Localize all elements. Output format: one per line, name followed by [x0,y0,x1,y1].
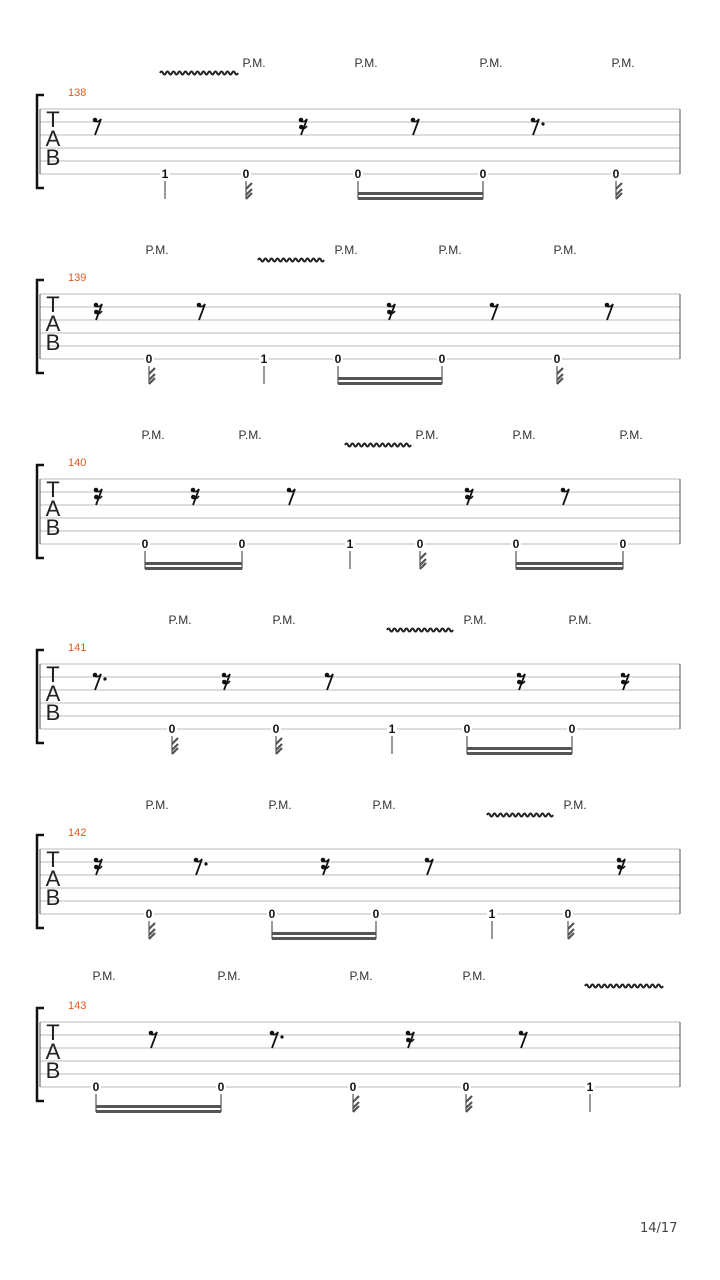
rest-r16 [299,118,307,135]
tab-clef-letter: T [46,292,60,317]
note-beam [516,562,623,565]
tab-clef-letter: B [45,1058,61,1083]
rest-r16 [94,303,102,320]
fret-number: 1 [260,352,268,366]
tab-system [37,56,680,200]
fret-number: 0 [619,537,627,551]
fret-number: 0 [512,537,520,551]
tab-clef-letter: A [45,866,61,891]
rest-r16 [94,858,102,875]
note-beam [516,567,623,570]
vibrato-mark [258,259,324,262]
palm-mute-label: P.M. [619,428,643,442]
rest-r16 [517,673,525,690]
palm-mute-label: P.M. [272,613,296,627]
palm-mute-label: P.M. [438,243,462,257]
measure-number: 140 [68,457,87,469]
tab-clef-letter: B [45,330,61,355]
page-number: 14/17 [640,1221,678,1236]
tab-clef-letter: B [45,515,61,540]
measure-number: 138 [68,87,87,99]
vibrato-mark [487,814,553,817]
fret-number: 0 [145,907,153,921]
palm-mute-label: P.M. [168,613,192,627]
rest-r8. [93,673,107,690]
note-flag [616,183,622,199]
palm-mute-label: P.M. [242,56,266,70]
fret-number: 0 [372,907,380,921]
tab-clef-letter: B [45,145,61,170]
note-flag [353,1096,359,1112]
note-flag [149,923,155,939]
rest-dot [280,1035,283,1038]
rest-r8 [197,303,205,320]
palm-mute-label: P.M. [145,798,169,812]
tab-system [37,428,680,570]
note-flag [466,1096,472,1112]
fret-number: 0 [568,722,576,736]
palm-mute-label: P.M. [553,243,577,257]
fret-number: 0 [268,907,276,921]
note-beam [272,937,376,940]
note-beam [338,382,442,385]
tab-clef-letter: A [45,1039,61,1064]
fret-number: 0 [242,167,250,181]
palm-mute-label: P.M. [462,969,486,983]
fret-number: 0 [141,537,149,551]
palm-mute-label: P.M. [512,428,536,442]
note-flag [172,738,178,754]
note-beam [467,747,572,750]
rest-r8 [605,303,613,320]
rest-r16 [321,858,329,875]
rest-dot [541,122,544,125]
fret-number: 0 [217,1080,225,1094]
palm-mute-label: P.M. [349,969,373,983]
note-flag [557,368,563,384]
tab-system [37,613,680,755]
note-beam [358,197,483,200]
palm-mute-label: P.M. [334,243,358,257]
tab-system [37,798,680,940]
measure-number: 141 [68,642,87,654]
fret-number: 0 [462,1080,470,1094]
fret-number: 1 [161,167,169,181]
palm-mute-label: P.M. [479,56,503,70]
rest-r8 [519,1031,527,1048]
rest-r16 [387,303,395,320]
tab-clef-letter: B [45,885,61,910]
fret-number: 0 [334,352,342,366]
rest-r16 [191,488,199,505]
palm-mute-label: P.M. [354,56,378,70]
tab-clef-letter: A [45,126,61,151]
fret-number: 0 [272,722,280,736]
fret-number: 0 [92,1080,100,1094]
palm-mute-label: P.M. [141,428,165,442]
tab-clef-letter: A [45,681,61,706]
note-flag [568,923,574,939]
note-beam [96,1105,221,1108]
palm-mute-label: P.M. [238,428,262,442]
palm-mute-label: P.M. [268,798,292,812]
vibrato-mark [345,444,411,447]
tab-system [37,243,680,385]
tab-clef-letter: T [46,662,60,687]
fret-number: 0 [463,722,471,736]
rest-r8 [411,118,419,135]
rest-dot [204,862,207,865]
rest-r16 [406,1031,414,1048]
tab-system [37,969,680,1113]
tab-clef-letter: T [46,477,60,502]
rest-r8. [194,858,208,875]
rest-r8. [531,118,545,135]
palm-mute-label: P.M. [217,969,241,983]
rest-r16 [94,488,102,505]
measure-number: 143 [68,1000,87,1012]
note-flag [246,183,252,199]
rest-r8. [270,1031,284,1048]
fret-number: 1 [388,722,396,736]
rest-r8 [287,488,295,505]
rest-r16 [617,858,625,875]
palm-mute-label: P.M. [611,56,635,70]
rest-r16 [222,673,230,690]
rest-r8 [425,858,433,875]
rest-r16 [621,673,629,690]
tab-clef-letter: T [46,847,60,872]
tab-clef-letter: B [45,700,61,725]
note-beam [145,562,242,565]
tab-clef-letter: T [46,107,60,132]
fret-number: 0 [416,537,424,551]
rest-r8 [490,303,498,320]
palm-mute-label: P.M. [415,428,439,442]
tab-clef-letter: T [46,1020,60,1045]
rest-dot [103,677,106,680]
fret-number: 0 [564,907,572,921]
rest-r8 [325,673,333,690]
fret-number: 0 [479,167,487,181]
fret-number: 1 [346,537,354,551]
fret-number: 0 [354,167,362,181]
vibrato-mark [387,629,453,632]
note-flag [420,553,426,569]
note-beam [338,377,442,380]
rest-r8 [149,1031,157,1048]
note-beam [96,1110,221,1113]
fret-number: 1 [488,907,496,921]
palm-mute-label: P.M. [568,613,592,627]
tab-clef-letter: A [45,496,61,521]
note-beam [467,752,572,755]
note-beam [145,567,242,570]
palm-mute-label: P.M. [372,798,396,812]
fret-number: 0 [553,352,561,366]
palm-mute-label: P.M. [145,243,169,257]
vibrato-mark [585,985,663,988]
fret-number: 0 [145,352,153,366]
note-flag [276,738,282,754]
palm-mute-label: P.M. [463,613,487,627]
fret-number: 0 [349,1080,357,1094]
note-flag [149,368,155,384]
fret-number: 0 [238,537,246,551]
vibrato-mark [160,72,238,75]
palm-mute-label: P.M. [92,969,116,983]
fret-number: 0 [168,722,176,736]
rest-r16 [465,488,473,505]
fret-number: 0 [612,167,620,181]
note-beam [272,932,376,935]
fret-number: 0 [438,352,446,366]
palm-mute-label: P.M. [563,798,587,812]
rest-r8 [561,488,569,505]
tab-clef-letter: A [45,311,61,336]
measure-number: 139 [68,272,87,284]
rest-r8 [93,118,101,135]
fret-number: 1 [586,1080,594,1094]
measure-number: 142 [68,827,87,839]
note-beam [358,192,483,195]
